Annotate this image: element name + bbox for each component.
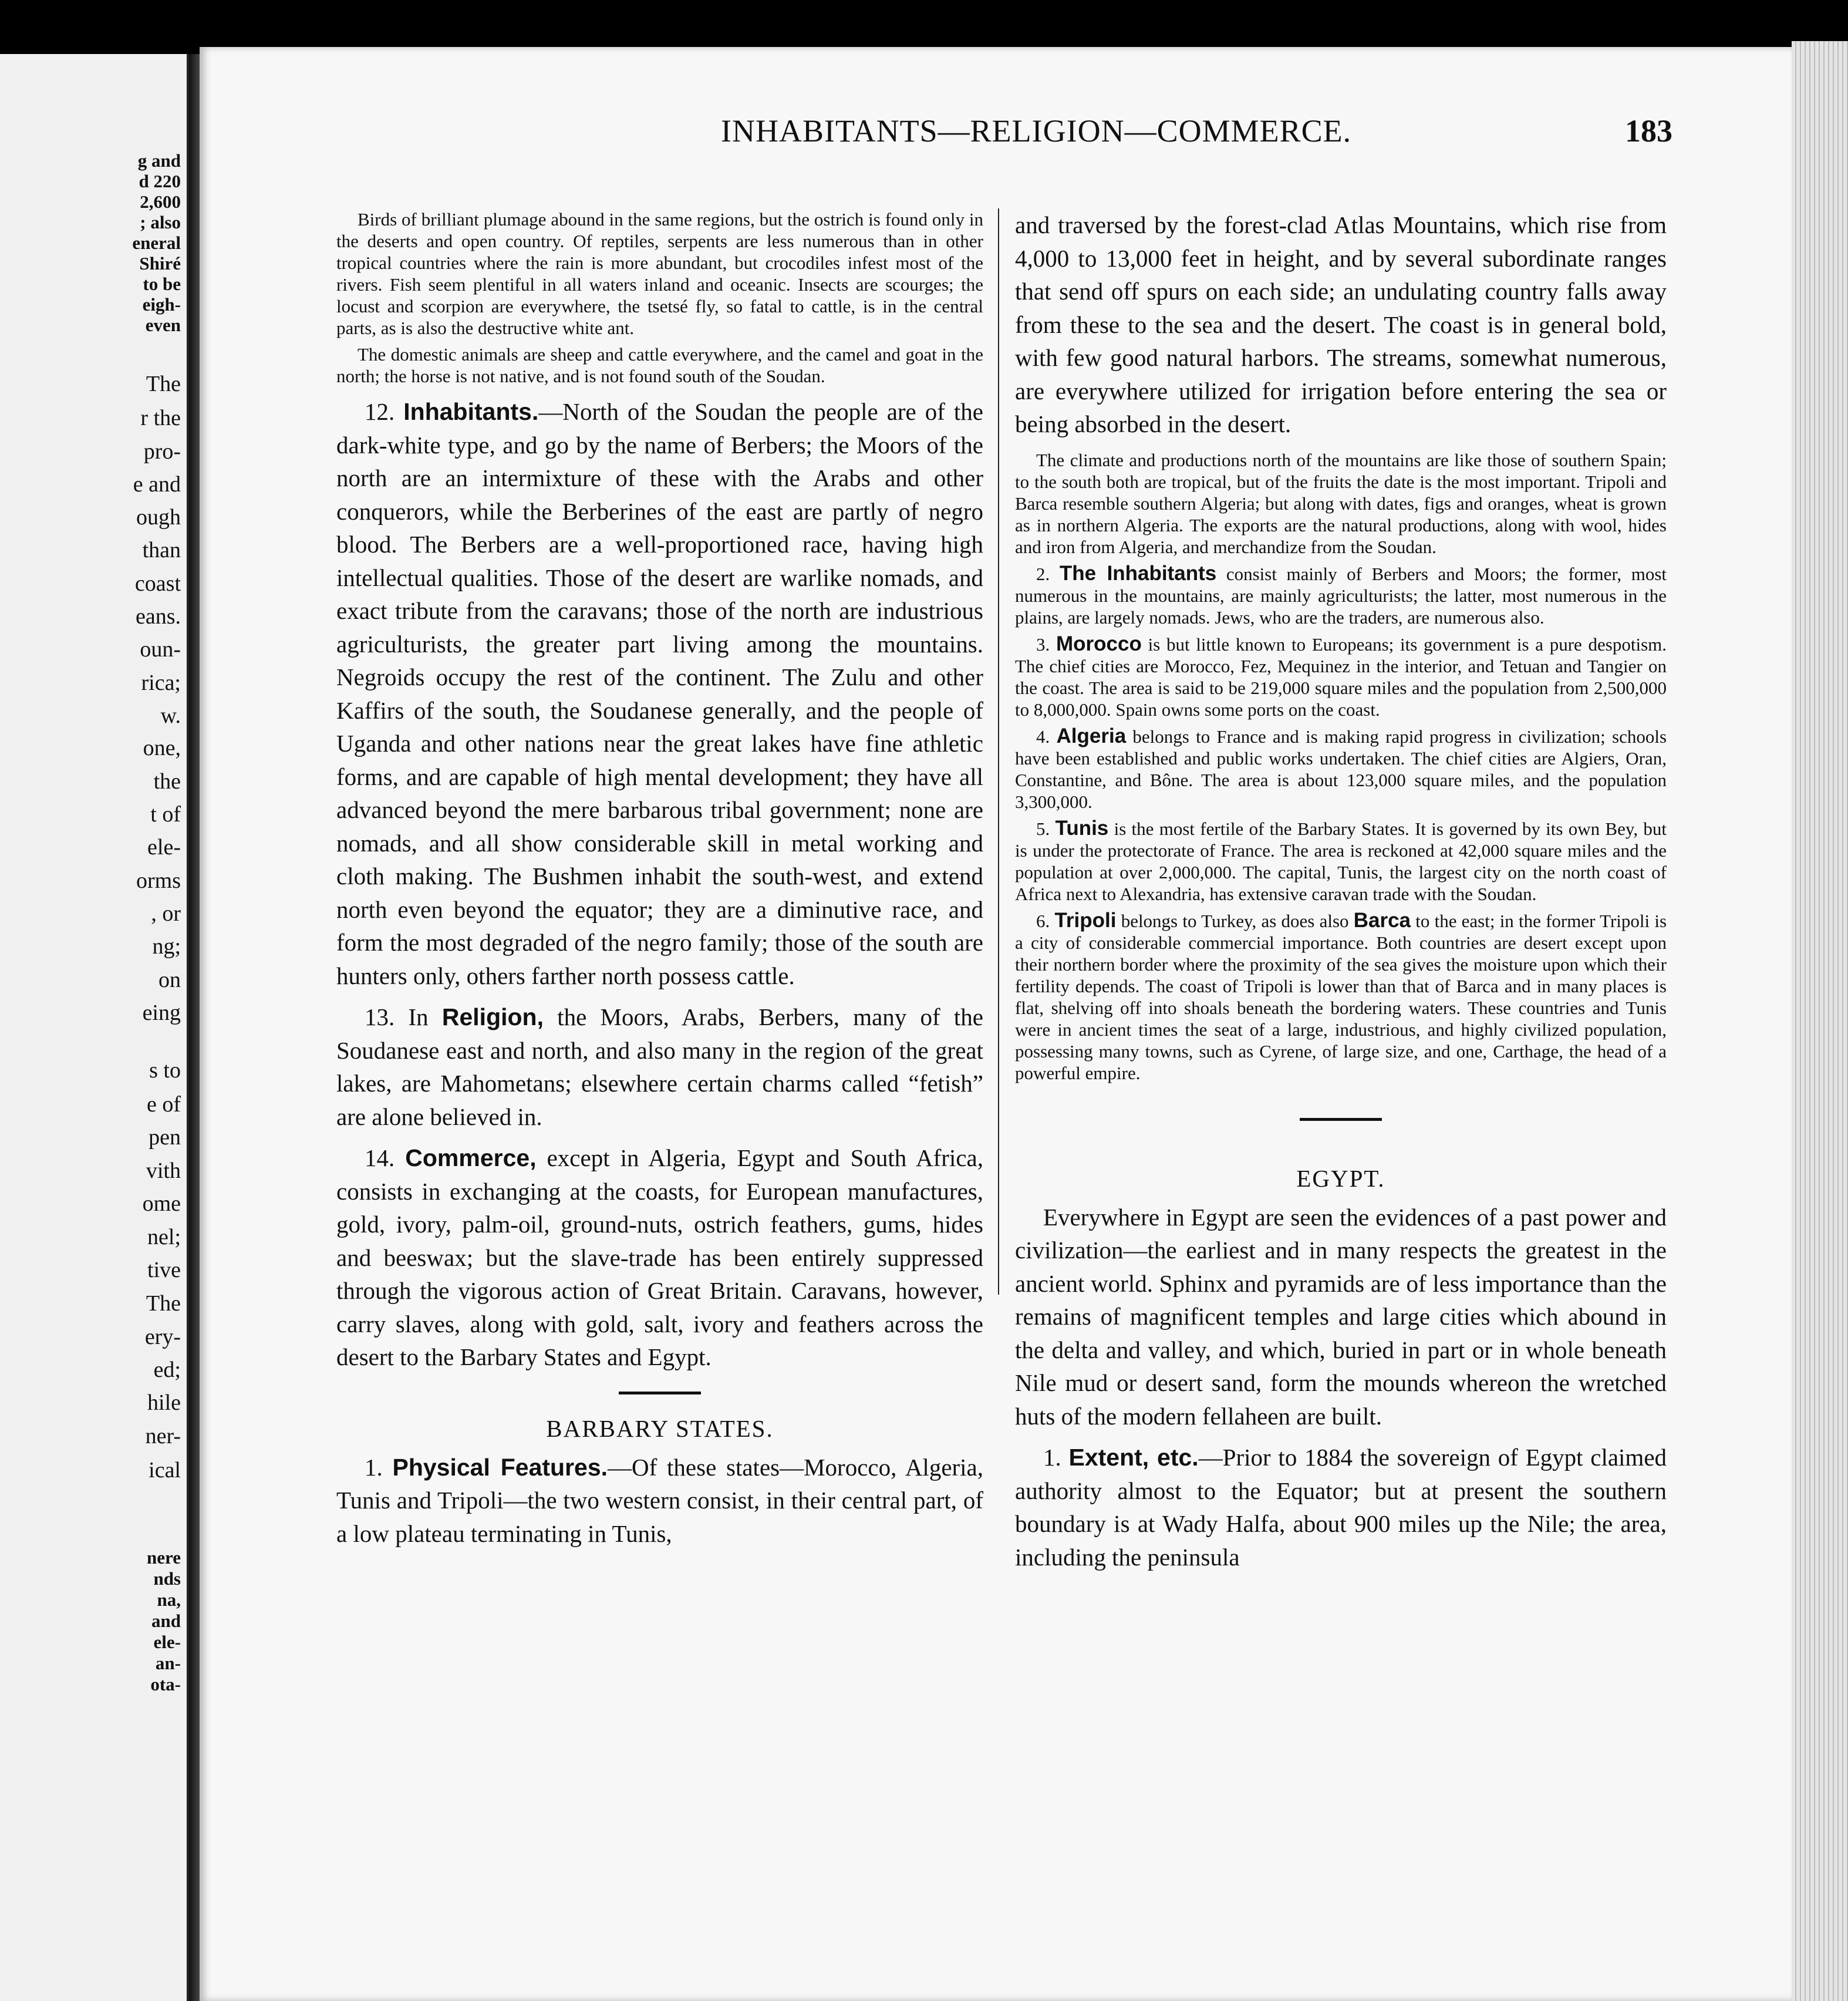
facing-page-line-fragment: The bbox=[146, 372, 181, 396]
section-number: 12. bbox=[365, 398, 395, 425]
facing-page-line-fragment: ome bbox=[142, 1191, 181, 1216]
facing-page-line-fragment: nel; bbox=[147, 1225, 181, 1249]
facing-page-line-fragment: ical bbox=[149, 1458, 181, 1483]
subsection-algeria bbox=[1015, 725, 1667, 813]
facing-page-line-fragment: hile bbox=[147, 1390, 181, 1415]
section-keyword: Commerce, bbox=[405, 1144, 537, 1171]
facing-page-line-fragment: , or bbox=[151, 901, 181, 926]
facing-page-line-fragment: 2,600 bbox=[140, 191, 181, 212]
facing-page-line-fragment: e of bbox=[146, 1092, 181, 1117]
facing-page-line-fragment: one, bbox=[143, 736, 181, 760]
section-keyword: Physical Features. bbox=[392, 1453, 608, 1481]
facing-page-line-fragment: ; also bbox=[140, 212, 181, 233]
subsection-number: 4. bbox=[1036, 726, 1050, 747]
subsection-inhabitants bbox=[1015, 562, 1667, 628]
facing-page-line-fragment: than bbox=[142, 538, 181, 562]
subsection-keyword: Algeria bbox=[1056, 724, 1127, 747]
section-number: 14. bbox=[365, 1144, 395, 1171]
facing-page-line-fragment: the bbox=[153, 769, 181, 794]
facing-page-line-fragment: d 220 bbox=[139, 171, 181, 191]
section-number: 1. bbox=[365, 1453, 383, 1481]
facing-page-line-fragment: ery- bbox=[144, 1325, 181, 1349]
facing-page-line-fragment: pro- bbox=[143, 439, 181, 464]
section-inhabitants bbox=[336, 395, 983, 992]
facing-page-line-fragment: ng; bbox=[152, 934, 181, 959]
section-extent bbox=[1015, 1441, 1667, 1574]
facing-page-line-fragment: eing bbox=[142, 1000, 181, 1025]
page-edges bbox=[1792, 41, 1848, 2001]
facing-page-line-fragment: nere bbox=[147, 1547, 181, 1568]
facing-page-line-fragment: eans. bbox=[135, 604, 181, 629]
section-physical-features bbox=[336, 1451, 983, 1551]
facing-page-line-fragment: Shiré bbox=[139, 253, 181, 274]
facing-page-line-fragment: orms bbox=[136, 868, 181, 893]
section-text: except in Algeria, Egypt and South Africa, consists in exchanging at the coasts, for European manufactures, gold, ivory, palm-oil, ground-nuts, ostrich feathers, gums, hides and beeswax; but the slave-trade has been entirely suppressed through the vigorous action of Great Britain. Caravans, however, carry slaves, along with gold, salt, ivory and feathers across the desert to the Barbary States and Egypt. bbox=[336, 1144, 983, 1370]
facing-page-line-fragment: r the bbox=[140, 406, 181, 430]
facing-page-line-fragment: rica; bbox=[141, 671, 181, 695]
heading-barbary-states: BARBARY STATES. bbox=[546, 1414, 774, 1442]
section-keyword: Extent, etc. bbox=[1068, 1444, 1199, 1471]
subsection-number: 5. bbox=[1036, 818, 1050, 839]
book-gutter bbox=[189, 54, 200, 2001]
facing-page-fragment bbox=[0, 54, 189, 2001]
facing-page-line-fragment: w. bbox=[160, 703, 181, 728]
subsection-keyword: The Inhabitants bbox=[1059, 561, 1217, 585]
facing-page-line-fragment: t of bbox=[150, 802, 181, 827]
subsection-text: is but little known to Europeans; its government is a pure despotism. The chief cities are Morocco, Fez, Mequinez in the interior, and Tetuan and Tangier on the coast. The area is said to be 219,000 square miles and the population from 2,500,000 to 8,000,000. Spain owns some ports on the coast. bbox=[1015, 634, 1667, 720]
paragraph-egypt-intro: Everywhere in Egypt are seen the evidences of a past power and civilization—the earliest and in many respects the greatest in the ancient world. Sphinx and pyramids are of less importance than the remains of magnificent temples and large cities which abound in the delta and valley, and which, buried in part or in whole beneath Nile mud or desert sand, form the mounds whereon the wretched huts of the modern fellaheen are built. bbox=[1015, 1203, 1667, 1430]
facing-page-line-fragment: nds bbox=[153, 1568, 181, 1589]
subsection-number: 6. bbox=[1036, 910, 1050, 931]
facing-page-line-fragment: to be bbox=[143, 274, 181, 294]
paragraph-atlas-continuation: and traversed by the forest-clad Atlas Mountains, which rise from 4,000 to 13,000 feet in height, and by several subordinate ranges that send off spurs on each side; an undulating country falls away from these to the sea and the desert. The coast is in general bold, with few good natural harbors. The streams, somewhat numerous, are everywhere utilized for irrigation before entering the sea or being absorbed in the desert. bbox=[1015, 211, 1667, 437]
section-number: 1. bbox=[1043, 1444, 1061, 1471]
subsection-keyword-barca: Barca bbox=[1353, 908, 1411, 932]
subsection-text: belongs to France and is making rapid progress in civilization; schools have been established and public works undertaken. The chief cities are Algiers, Oran, Constantine, and Bône. The area is about 123,000 square miles, and the population 3,300,000. bbox=[1015, 726, 1667, 812]
column-rule bbox=[998, 208, 999, 1295]
paragraph-climate: The climate and productions north of the mountains are like those of southern Spain; to the south both are tropical, but of the fruits the date is the most important. Tripoli and Barca resemble southern Algeria; but along with dates, figs and oranges, wheat is grown as in northern Algeria. The exports are the natural productions, along with wool, hides and iron from Algeria, and merchandize from the Soudan. bbox=[1015, 449, 1667, 557]
facing-page-line-fragment: even bbox=[145, 315, 181, 335]
right-column bbox=[1015, 208, 1667, 1574]
facing-page-line-fragment: oun- bbox=[140, 637, 181, 662]
subsection-number: 2. bbox=[1036, 563, 1050, 584]
facing-page-line-fragment: ed; bbox=[153, 1357, 181, 1382]
subsection-number: 3. bbox=[1036, 634, 1050, 655]
facing-page-line-fragment: eneral bbox=[132, 233, 181, 253]
subsection-tripoli bbox=[1015, 909, 1667, 1084]
subsection-text: to the east; in the former Tripoli is a city of considerable commercial importance. Both countries are desert except upon their northern border where the proximity of the sea gives the moisture upon which their fertility depends. The coast of Tripoli is lower than that of Barca and in many places is flat, shelving off into shoals beneath the bordering waters. These countries and Tunis were in ancient times the seat of a large, industrious, and highly civilized population, possessing many towns, such as Cyrene, of large size, and one, Carthage, the head of a powerful empire. bbox=[1015, 910, 1667, 1083]
paragraph-birds: Birds of brilliant plumage abound in the same regions, but the ostrich is found only in the deserts and open country. Of reptiles, serpents are less numerous than in other tropical countries where the rain is more abundant, but crocodiles infest most of the rivers. Fish seem plentiful in all waters inland and oceanic. Insects are scourges; the locust and scorpion are everywhere, the tsetsé fly, so fatal to cattle, is in the central parts, as is also the destructive white ant. bbox=[336, 209, 983, 338]
facing-page-line-fragment: ota- bbox=[150, 1674, 181, 1695]
section-religion bbox=[336, 1000, 983, 1133]
facing-page-line-fragment: s to bbox=[149, 1058, 181, 1083]
facing-page-line-fragment: ner- bbox=[145, 1424, 181, 1448]
subsection-keyword: Tunis bbox=[1055, 816, 1109, 840]
paragraph-domestic-animals: The domestic animals are sheep and cattle everywhere, and the camel and goat in the north; the horse is not native, and is not found south of the Soudan. bbox=[336, 344, 983, 386]
subsection-text: belongs to Turkey, as does also bbox=[1121, 910, 1349, 931]
section-text: —Of these states—Morocco, Algeria, Tunis and Tripoli—the two western consist, in their central part, of a low plateau terminating in Tunis, bbox=[336, 1453, 984, 1547]
facing-page-line-fragment: pen bbox=[149, 1125, 181, 1150]
facing-page-line-fragment: eigh- bbox=[142, 294, 181, 315]
subsection-keyword: Tripoli bbox=[1054, 908, 1117, 932]
facing-page-line-fragment: and bbox=[151, 1611, 181, 1631]
section-text: —North of the Soudan the people are of the dark-white type, and go by the name of Berbers; the Moors of the north are an intermixture of these with the Arabs and other conquerors, while the Berberines of the east are partly of negro blood. The Berbers are a well-proportioned race, having high intellectual qualities. Those of the desert are warlike nomads, and exact tribute from the caravans; those of the north are industrious agriculturists, the greater part living among the mountains. Negroids occupy the rest of the continent. The Zulu and other Kaffirs of the south, the Soudanese generally, and the people of Uganda and other nations near the great lakes have fine athletic forms, and are capable of high mental development; they have all advanced beyond the mere barbarous tribal government; none are nomads, and all show considerable skill in metal working and cloth making. The Bushmen inhabit the south-west, and extend north even beyond the equator; they are a diminutive race, and form the most degraded of the negro family; those of the south are hunters only, others farther north possess cattle. bbox=[336, 398, 984, 989]
heading-egypt: EGYPT. bbox=[1296, 1164, 1385, 1192]
facing-page-line-fragment: coast bbox=[134, 571, 181, 596]
section-keyword: Religion, bbox=[441, 1003, 544, 1030]
section-divider bbox=[1300, 1118, 1382, 1121]
running-head: INHABITANTS—RELIGION—COMMERCE. bbox=[721, 113, 1352, 149]
subsection-text: consist mainly of Berbers and Moors; the former, most numerous in the mountains, are mainly agriculturists; the latter, most numerous in the plains, are largely nomads. Jews, who are the traders, are numerous also. bbox=[1015, 563, 1667, 628]
section-text: the Moors, Arabs, Berbers, many of the Soudanese east and north, and also many in the region of the great lakes, are Mahometans; elsewhere certain charms called “fetish” are alone believed in. bbox=[336, 1003, 983, 1130]
facing-page-line-fragment: The bbox=[146, 1291, 181, 1316]
facing-page-line-fragment: ele- bbox=[153, 1632, 181, 1652]
facing-page-line-fragment: ele- bbox=[147, 835, 181, 860]
subsection-morocco bbox=[1015, 633, 1667, 720]
subsection-tunis bbox=[1015, 817, 1667, 905]
facing-page-line-fragment: on bbox=[159, 968, 181, 992]
facing-page-line-fragment: vith bbox=[146, 1158, 181, 1183]
section-keyword: Inhabitants. bbox=[403, 398, 539, 425]
facing-page-line-fragment: tive bbox=[147, 1258, 181, 1282]
facing-page-line-fragment: ough bbox=[136, 505, 181, 530]
section-text: —Prior to 1884 the sovereign of Egypt claimed authority almost to the Equator; but at present the southern boundary is at Wady Halfa, about 900 miles up the Nile; the area, including the peninsula bbox=[1015, 1444, 1667, 1571]
facing-page-line-fragment: na, bbox=[157, 1589, 181, 1610]
facing-page-line-fragment: an- bbox=[155, 1653, 181, 1673]
subsection-text: is the most fertile of the Barbary States. It is governed by its own Bey, but is under the protectorate of France. The area is reckoned at 42,000 square miles and the population at over 2,000,000. The capital, Tunis, the largest city on the north coast of Africa next to Alexandria, has extensive caravan trade with the Soudan. bbox=[1015, 818, 1667, 904]
left-column bbox=[336, 208, 983, 1550]
section-commerce bbox=[336, 1141, 983, 1374]
facing-page-line-fragment: g and bbox=[137, 150, 181, 171]
section-number: 13. In bbox=[365, 1003, 429, 1030]
subsection-keyword: Morocco bbox=[1055, 632, 1142, 655]
facing-page-line-fragment: e and bbox=[133, 472, 181, 497]
page-number: 183 bbox=[1625, 113, 1672, 149]
section-divider bbox=[619, 1392, 701, 1394]
